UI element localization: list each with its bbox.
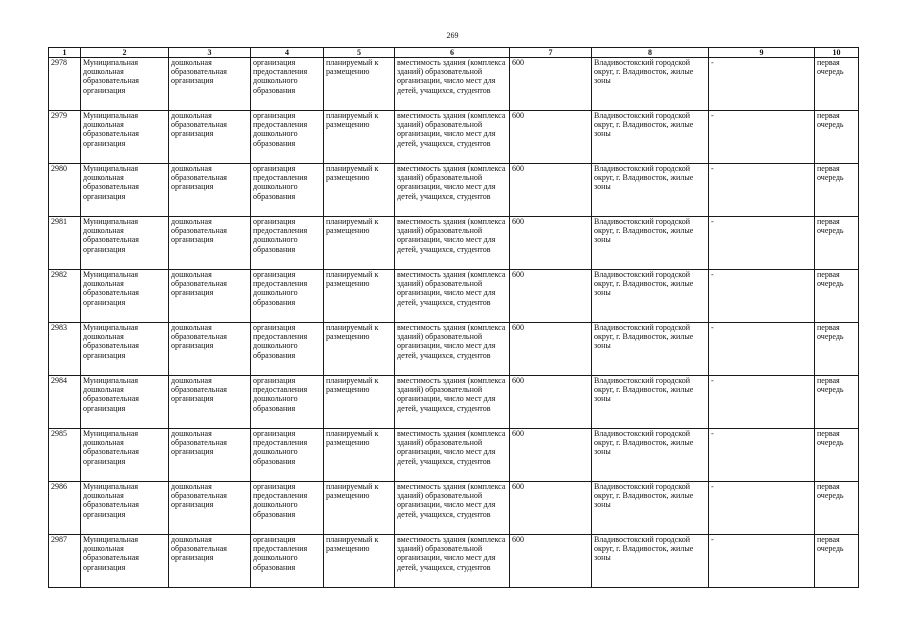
cell-characteristic: вместимость здания (комплекса зданий) образовательной организации, число мест для детей, учащихся, студентов bbox=[395, 429, 510, 482]
cell-org-type: дошкольная образовательная организация bbox=[169, 111, 251, 164]
cell-stage: первая очередь bbox=[815, 429, 859, 482]
cell-purpose: организация предоставления дошкольного образования bbox=[251, 429, 324, 482]
cell-org-type: дошкольная образовательная организация bbox=[169, 58, 251, 111]
cell-org-type: дошкольная образовательная организация bbox=[169, 535, 251, 588]
cell-zone-note: - bbox=[709, 482, 815, 535]
table-row bbox=[49, 111, 859, 164]
cell-value: 600 bbox=[510, 58, 592, 111]
column-header-5: 5 bbox=[324, 48, 395, 58]
column-header-1: 1 bbox=[49, 48, 81, 58]
cell-location: Владивостокский городской округ, г. Владивосток, жилые зоны bbox=[592, 323, 709, 376]
cell-stage: первая очередь bbox=[815, 376, 859, 429]
cell-org-name: Муниципальная дошкольная образовательная организация bbox=[81, 376, 169, 429]
cell-status: планируемый к размещению bbox=[324, 111, 395, 164]
cell-row-number: 2979 bbox=[49, 111, 81, 164]
registry-table bbox=[48, 47, 859, 588]
cell-location: Владивостокский городской округ, г. Владивосток, жилые зоны bbox=[592, 217, 709, 270]
table-row bbox=[49, 270, 859, 323]
cell-location: Владивостокский городской округ, г. Владивосток, жилые зоны bbox=[592, 58, 709, 111]
cell-stage: первая очередь bbox=[815, 482, 859, 535]
cell-row-number: 2980 bbox=[49, 164, 81, 217]
cell-characteristic: вместимость здания (комплекса зданий) образовательной организации, число мест для детей, учащихся, студентов bbox=[395, 217, 510, 270]
header-row bbox=[49, 48, 859, 58]
cell-status: планируемый к размещению bbox=[324, 217, 395, 270]
cell-row-number: 2985 bbox=[49, 429, 81, 482]
cell-status: планируемый к размещению bbox=[324, 376, 395, 429]
cell-purpose: организация предоставления дошкольного образования bbox=[251, 217, 324, 270]
column-header-10: 10 bbox=[815, 48, 859, 58]
cell-row-number: 2982 bbox=[49, 270, 81, 323]
cell-location: Владивостокский городской округ, г. Владивосток, жилые зоны bbox=[592, 111, 709, 164]
table-row bbox=[49, 323, 859, 376]
column-header-2: 2 bbox=[81, 48, 169, 58]
cell-stage: первая очередь bbox=[815, 58, 859, 111]
column-header-3: 3 bbox=[169, 48, 251, 58]
cell-status: планируемый к размещению bbox=[324, 270, 395, 323]
cell-value: 600 bbox=[510, 270, 592, 323]
cell-row-number: 2984 bbox=[49, 376, 81, 429]
cell-status: планируемый к размещению bbox=[324, 535, 395, 588]
cell-org-type: дошкольная образовательная организация bbox=[169, 164, 251, 217]
table-row bbox=[49, 164, 859, 217]
cell-location: Владивостокский городской округ, г. Владивосток, жилые зоны bbox=[592, 164, 709, 217]
cell-stage: первая очередь bbox=[815, 270, 859, 323]
cell-characteristic: вместимость здания (комплекса зданий) образовательной организации, число мест для детей, учащихся, студентов bbox=[395, 535, 510, 588]
cell-characteristic: вместимость здания (комплекса зданий) образовательной организации, число мест для детей, учащихся, студентов bbox=[395, 111, 510, 164]
cell-status: планируемый к размещению bbox=[324, 482, 395, 535]
cell-status: планируемый к размещению bbox=[324, 164, 395, 217]
cell-org-type: дошкольная образовательная организация bbox=[169, 270, 251, 323]
cell-org-name: Муниципальная дошкольная образовательная организация bbox=[81, 217, 169, 270]
table-row bbox=[49, 58, 859, 111]
cell-org-type: дошкольная образовательная организация bbox=[169, 323, 251, 376]
cell-status: планируемый к размещению bbox=[324, 323, 395, 376]
cell-org-name: Муниципальная дошкольная образовательная организация bbox=[81, 58, 169, 111]
table-row bbox=[49, 482, 859, 535]
cell-stage: первая очередь bbox=[815, 323, 859, 376]
cell-status: планируемый к размещению bbox=[324, 58, 395, 111]
cell-value: 600 bbox=[510, 323, 592, 376]
cell-characteristic: вместимость здания (комплекса зданий) образовательной организации, число мест для детей, учащихся, студентов bbox=[395, 482, 510, 535]
table-body bbox=[49, 58, 859, 588]
column-header-8: 8 bbox=[592, 48, 709, 58]
cell-characteristic: вместимость здания (комплекса зданий) образовательной организации, число мест для детей, учащихся, студентов bbox=[395, 376, 510, 429]
cell-value: 600 bbox=[510, 111, 592, 164]
cell-org-type: дошкольная образовательная организация bbox=[169, 429, 251, 482]
cell-location: Владивостокский городской округ, г. Владивосток, жилые зоны bbox=[592, 482, 709, 535]
cell-zone-note: - bbox=[709, 429, 815, 482]
cell-location: Владивостокский городской округ, г. Владивосток, жилые зоны bbox=[592, 535, 709, 588]
cell-row-number: 2978 bbox=[49, 58, 81, 111]
cell-org-name: Муниципальная дошкольная образовательная организация bbox=[81, 429, 169, 482]
page-number: 269 bbox=[446, 31, 459, 40]
cell-zone-note: - bbox=[709, 58, 815, 111]
cell-org-name: Муниципальная дошкольная образовательная организация bbox=[81, 270, 169, 323]
cell-zone-note: - bbox=[709, 217, 815, 270]
cell-zone-note: - bbox=[709, 111, 815, 164]
column-header-7: 7 bbox=[510, 48, 592, 58]
cell-row-number: 2981 bbox=[49, 217, 81, 270]
cell-status: планируемый к размещению bbox=[324, 429, 395, 482]
cell-row-number: 2986 bbox=[49, 482, 81, 535]
cell-zone-note: - bbox=[709, 535, 815, 588]
cell-zone-note: - bbox=[709, 270, 815, 323]
cell-location: Владивостокский городской округ, г. Владивосток, жилые зоны bbox=[592, 270, 709, 323]
cell-org-name: Муниципальная дошкольная образовательная организация bbox=[81, 482, 169, 535]
cell-zone-note: - bbox=[709, 323, 815, 376]
cell-characteristic: вместимость здания (комплекса зданий) образовательной организации, число мест для детей, учащихся, студентов bbox=[395, 58, 510, 111]
cell-org-name: Муниципальная дошкольная образовательная организация bbox=[81, 111, 169, 164]
cell-purpose: организация предоставления дошкольного образования bbox=[251, 482, 324, 535]
cell-stage: первая очередь bbox=[815, 164, 859, 217]
column-header-9: 9 bbox=[709, 48, 815, 58]
cell-org-name: Муниципальная дошкольная образовательная организация bbox=[81, 164, 169, 217]
cell-zone-note: - bbox=[709, 376, 815, 429]
cell-stage: первая очередь bbox=[815, 535, 859, 588]
cell-value: 600 bbox=[510, 535, 592, 588]
cell-row-number: 2983 bbox=[49, 323, 81, 376]
column-header-6: 6 bbox=[395, 48, 510, 58]
cell-location: Владивостокский городской округ, г. Владивосток, жилые зоны bbox=[592, 376, 709, 429]
cell-characteristic: вместимость здания (комплекса зданий) образовательной организации, число мест для детей, учащихся, студентов bbox=[395, 270, 510, 323]
table-row bbox=[49, 535, 859, 588]
table-row bbox=[49, 429, 859, 482]
cell-characteristic: вместимость здания (комплекса зданий) образовательной организации, число мест для детей, учащихся, студентов bbox=[395, 164, 510, 217]
table-row bbox=[49, 376, 859, 429]
cell-row-number: 2987 bbox=[49, 535, 81, 588]
cell-value: 600 bbox=[510, 164, 592, 217]
cell-purpose: организация предоставления дошкольного образования bbox=[251, 376, 324, 429]
cell-purpose: организация предоставления дошкольного образования bbox=[251, 164, 324, 217]
cell-value: 600 bbox=[510, 376, 592, 429]
cell-value: 600 bbox=[510, 217, 592, 270]
cell-org-name: Муниципальная дошкольная образовательная организация bbox=[81, 535, 169, 588]
cell-org-type: дошкольная образовательная организация bbox=[169, 376, 251, 429]
cell-characteristic: вместимость здания (комплекса зданий) образовательной организации, число мест для детей, учащихся, студентов bbox=[395, 323, 510, 376]
cell-zone-note: - bbox=[709, 164, 815, 217]
cell-org-type: дошкольная образовательная организация bbox=[169, 482, 251, 535]
cell-location: Владивостокский городской округ, г. Владивосток, жилые зоны bbox=[592, 429, 709, 482]
cell-purpose: организация предоставления дошкольного образования bbox=[251, 58, 324, 111]
cell-purpose: организация предоставления дошкольного образования bbox=[251, 323, 324, 376]
cell-stage: первая очередь bbox=[815, 111, 859, 164]
cell-stage: первая очередь bbox=[815, 217, 859, 270]
cell-purpose: организация предоставления дошкольного образования bbox=[251, 111, 324, 164]
table-row bbox=[49, 217, 859, 270]
cell-purpose: организация предоставления дошкольного образования bbox=[251, 270, 324, 323]
cell-org-name: Муниципальная дошкольная образовательная организация bbox=[81, 323, 169, 376]
cell-org-type: дошкольная образовательная организация bbox=[169, 217, 251, 270]
cell-value: 600 bbox=[510, 482, 592, 535]
column-header-4: 4 bbox=[251, 48, 324, 58]
cell-purpose: организация предоставления дошкольного образования bbox=[251, 535, 324, 588]
cell-value: 600 bbox=[510, 429, 592, 482]
